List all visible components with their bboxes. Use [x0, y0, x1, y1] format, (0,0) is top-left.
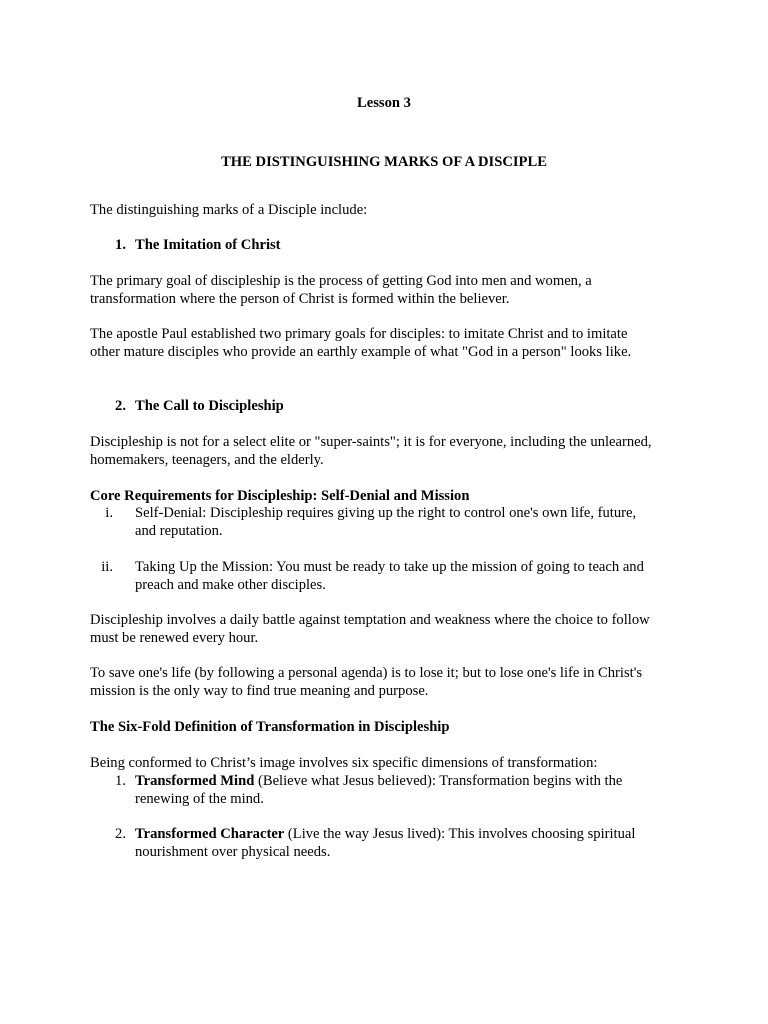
list-item-text: (Believe what Jesus believed): Transformation begins with the [254, 773, 623, 789]
paragraph-line: transformation where the person of Christ is formed within the believer. [90, 291, 510, 307]
list-item-line: Taking Up the Mission: You must be ready to take up the mission of going to teach and [135, 559, 644, 575]
paragraph-line: The apostle Paul established two primary goals for disciples: to imitate Christ and to imitate [90, 326, 628, 342]
section-heading: The Imitation of Christ [135, 237, 281, 253]
paragraph-line: other mature disciples who provide an earthly example of what "God in a person" looks like. [90, 344, 632, 360]
list-marker: 2. [115, 826, 126, 842]
paragraph-line: mission is the only way to find true meaning and purpose. [90, 683, 429, 699]
subsection-heading: The Six-Fold Definition of Transformation in Discipleship [90, 719, 450, 735]
list-item-line [135, 825, 635, 843]
list-item-text: (Live the way Jesus lived): This involves choosing spiritual [284, 826, 636, 842]
list-item-line: renewing of the mind. [135, 791, 264, 807]
section-number: 1. [115, 237, 126, 253]
list-marker: 1. [115, 773, 126, 789]
list-marker: ii. [101, 559, 113, 575]
section-heading: The Call to Discipleship [135, 398, 284, 414]
paragraph-line: Discipleship is not for a select elite or "super-saints"; it is for everyone, including the unlearned, [90, 434, 652, 450]
intro-paragraph: The distinguishing marks of a Disciple include: [90, 202, 368, 218]
list-item-line [135, 772, 622, 790]
paragraph-line: must be renewed every hour. [90, 630, 259, 646]
list-item-line: preach and make other disciples. [135, 577, 326, 593]
lesson-label: Lesson 3 [357, 95, 411, 111]
paragraph-line: homemakers, teenagers, and the elderly. [90, 452, 324, 468]
list-item-line: and reputation. [135, 523, 223, 539]
paragraph-line: The primary goal of discipleship is the process of getting God into men and women, a [90, 273, 592, 289]
list-marker: i. [105, 505, 113, 521]
paragraph-line: Discipleship involves a daily battle against temptation and weakness where the choice to follow [90, 612, 650, 628]
list-item-line: Self-Denial: Discipleship requires giving up the right to control one's own life, future, [135, 505, 637, 521]
document-title: THE DISTINGUISHING MARKS OF A DISCIPLE [221, 154, 547, 170]
list-item-term: Transformed Character [135, 826, 285, 842]
subsection-heading: Core Requirements for Discipleship: Self-Denial and Mission [90, 488, 470, 504]
list-item-line: nourishment over physical needs. [135, 844, 331, 860]
section-number: 2. [115, 398, 126, 414]
list-item-term: Transformed Mind [135, 773, 255, 789]
paragraph-line: Being conformed to Christ’s image involves six specific dimensions of transformation: [90, 755, 598, 771]
paragraph-line: To save one's life (by following a personal agenda) is to lose it; but to lose one's life in Christ's [90, 665, 643, 681]
